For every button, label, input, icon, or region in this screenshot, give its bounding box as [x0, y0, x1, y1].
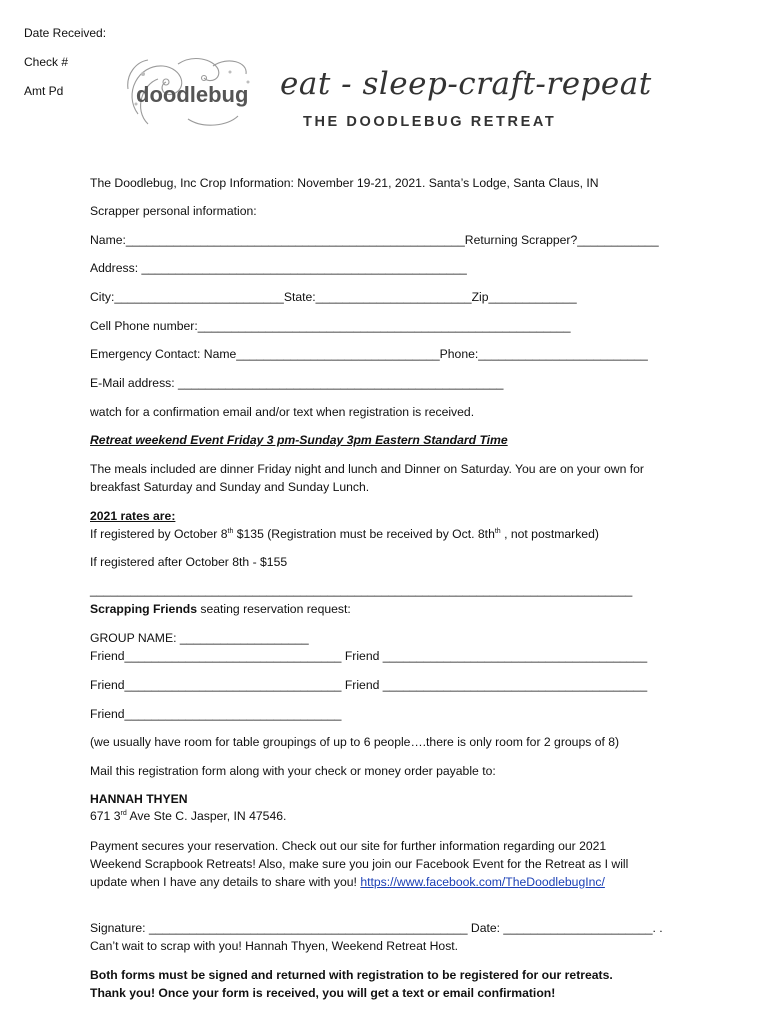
final-note-2: Thank you! Once your form is received, you will get a text or email confirmation! [90, 986, 556, 1000]
check-number-label: Check # [24, 55, 69, 69]
payment-line-3-text: update when I have any details to share with you! [90, 875, 361, 889]
early-rate [90, 527, 599, 541]
seating-heading-bold: Scrapping Friends [90, 602, 197, 616]
facebook-link[interactable]: https://www.facebook.com/TheDoodlebugInc/ [360, 875, 605, 889]
host-note: Can’t wait to scrap with you! Hannah Thyen, Weekend Retreat Host. [90, 939, 459, 953]
address-field[interactable]: Address: ________________________________________________ [90, 261, 467, 275]
early-rate-sup: th [227, 528, 234, 535]
seating-heading-rest: seating reservation request: [197, 602, 351, 616]
payee-address-b: Ave Ste C. Jasper, IN 47546. [126, 809, 287, 823]
early-rate-b: $135 (Registration must be received by Oct. 8th [233, 527, 495, 541]
early-rate-a: If registered by October 8 [90, 527, 228, 541]
seating-heading [90, 602, 351, 616]
payee-name: HANNAH THYEN [90, 792, 188, 806]
event-time: Retreat weekend Event Friday 3 pm-Sunday 3pm Eastern Standard Time [90, 433, 508, 447]
friend-row-1[interactable]: Friend________________________________ Friend _______________________________________ [90, 649, 648, 663]
payment-line-1: Payment secures your reservation. Check out our site for further information regarding our 2021 [90, 839, 607, 853]
section-divider: ________________________________________________________________________________ [90, 583, 633, 597]
crop-info: The Doodlebug, Inc Crop Information: November 19-21, 2021. Santa’s Lodge, Santa Claus, IN [90, 176, 599, 190]
early-rate-c: , not postmarked) [500, 527, 599, 541]
payee-address-a: 671 3 [90, 809, 121, 823]
city-state-zip-field[interactable]: City:_________________________State:_______________________Zip_____________ [90, 290, 577, 304]
payee-address [90, 809, 286, 823]
confirmation-note: watch for a confirmation email and/or text when registration is received. [90, 405, 475, 419]
meals-line-1: The meals included are dinner Friday night and lunch and Dinner on Saturday. You are on your own for [90, 462, 644, 476]
doodlebug-logo [118, 54, 278, 134]
tagline: eat - sleep-craft-repeat [280, 66, 652, 102]
early-rate-sup2: th [494, 528, 501, 535]
personal-info-heading: Scrapper personal information: [90, 204, 257, 218]
name-field[interactable]: Name:__________________________________________________Returning Scrapper?____________ [90, 233, 659, 247]
payee-address-sup: rd [120, 810, 127, 817]
cell-phone-field[interactable]: Cell Phone number:_______________________________________________________ [90, 319, 571, 333]
logo-wordmark: doodlebug [136, 82, 249, 107]
seating-note: (we usually have room for table groupings of up to 6 people….there is only room for 2 groups of 8) [90, 735, 620, 749]
retreat-title: THE DOODLEBUG RETREAT [303, 114, 557, 130]
late-rate: If registered after October 8th - $155 [90, 555, 288, 569]
group-name-field[interactable]: GROUP NAME: ___________________ [90, 631, 309, 645]
signature-date-field[interactable]: Signature: _______________________________________________ Date: ______________________. . [90, 921, 663, 935]
mail-instruction: Mail this registration form along with your check or money order payable to: [90, 764, 496, 778]
final-note-1: Both forms must be signed and returned with registration to be registered for our retreats. [90, 968, 613, 982]
rates-heading: 2021 rates are: [90, 509, 176, 523]
flourish-graphic [118, 54, 278, 134]
friend-row-2[interactable]: Friend________________________________ Friend _______________________________________ [90, 678, 648, 692]
payment-line-3 [90, 875, 605, 889]
date-received-label: Date Received: [24, 26, 107, 40]
payment-line-2: Weekend Scrapbook Retreats! Also, make sure you join our Facebook Event for the Retreat as I will [90, 857, 629, 871]
amount-paid-label: Amt Pd [24, 84, 64, 98]
meals-line-2: breakfast Saturday and Sunday and Sunday Lunch. [90, 480, 370, 494]
friend-row-3[interactable]: Friend________________________________ [90, 707, 342, 721]
emergency-contact-field[interactable]: Emergency Contact: Name______________________________Phone:_________________________ [90, 347, 648, 361]
email-field[interactable]: E-Mail address: ________________________________________________ [90, 376, 504, 390]
